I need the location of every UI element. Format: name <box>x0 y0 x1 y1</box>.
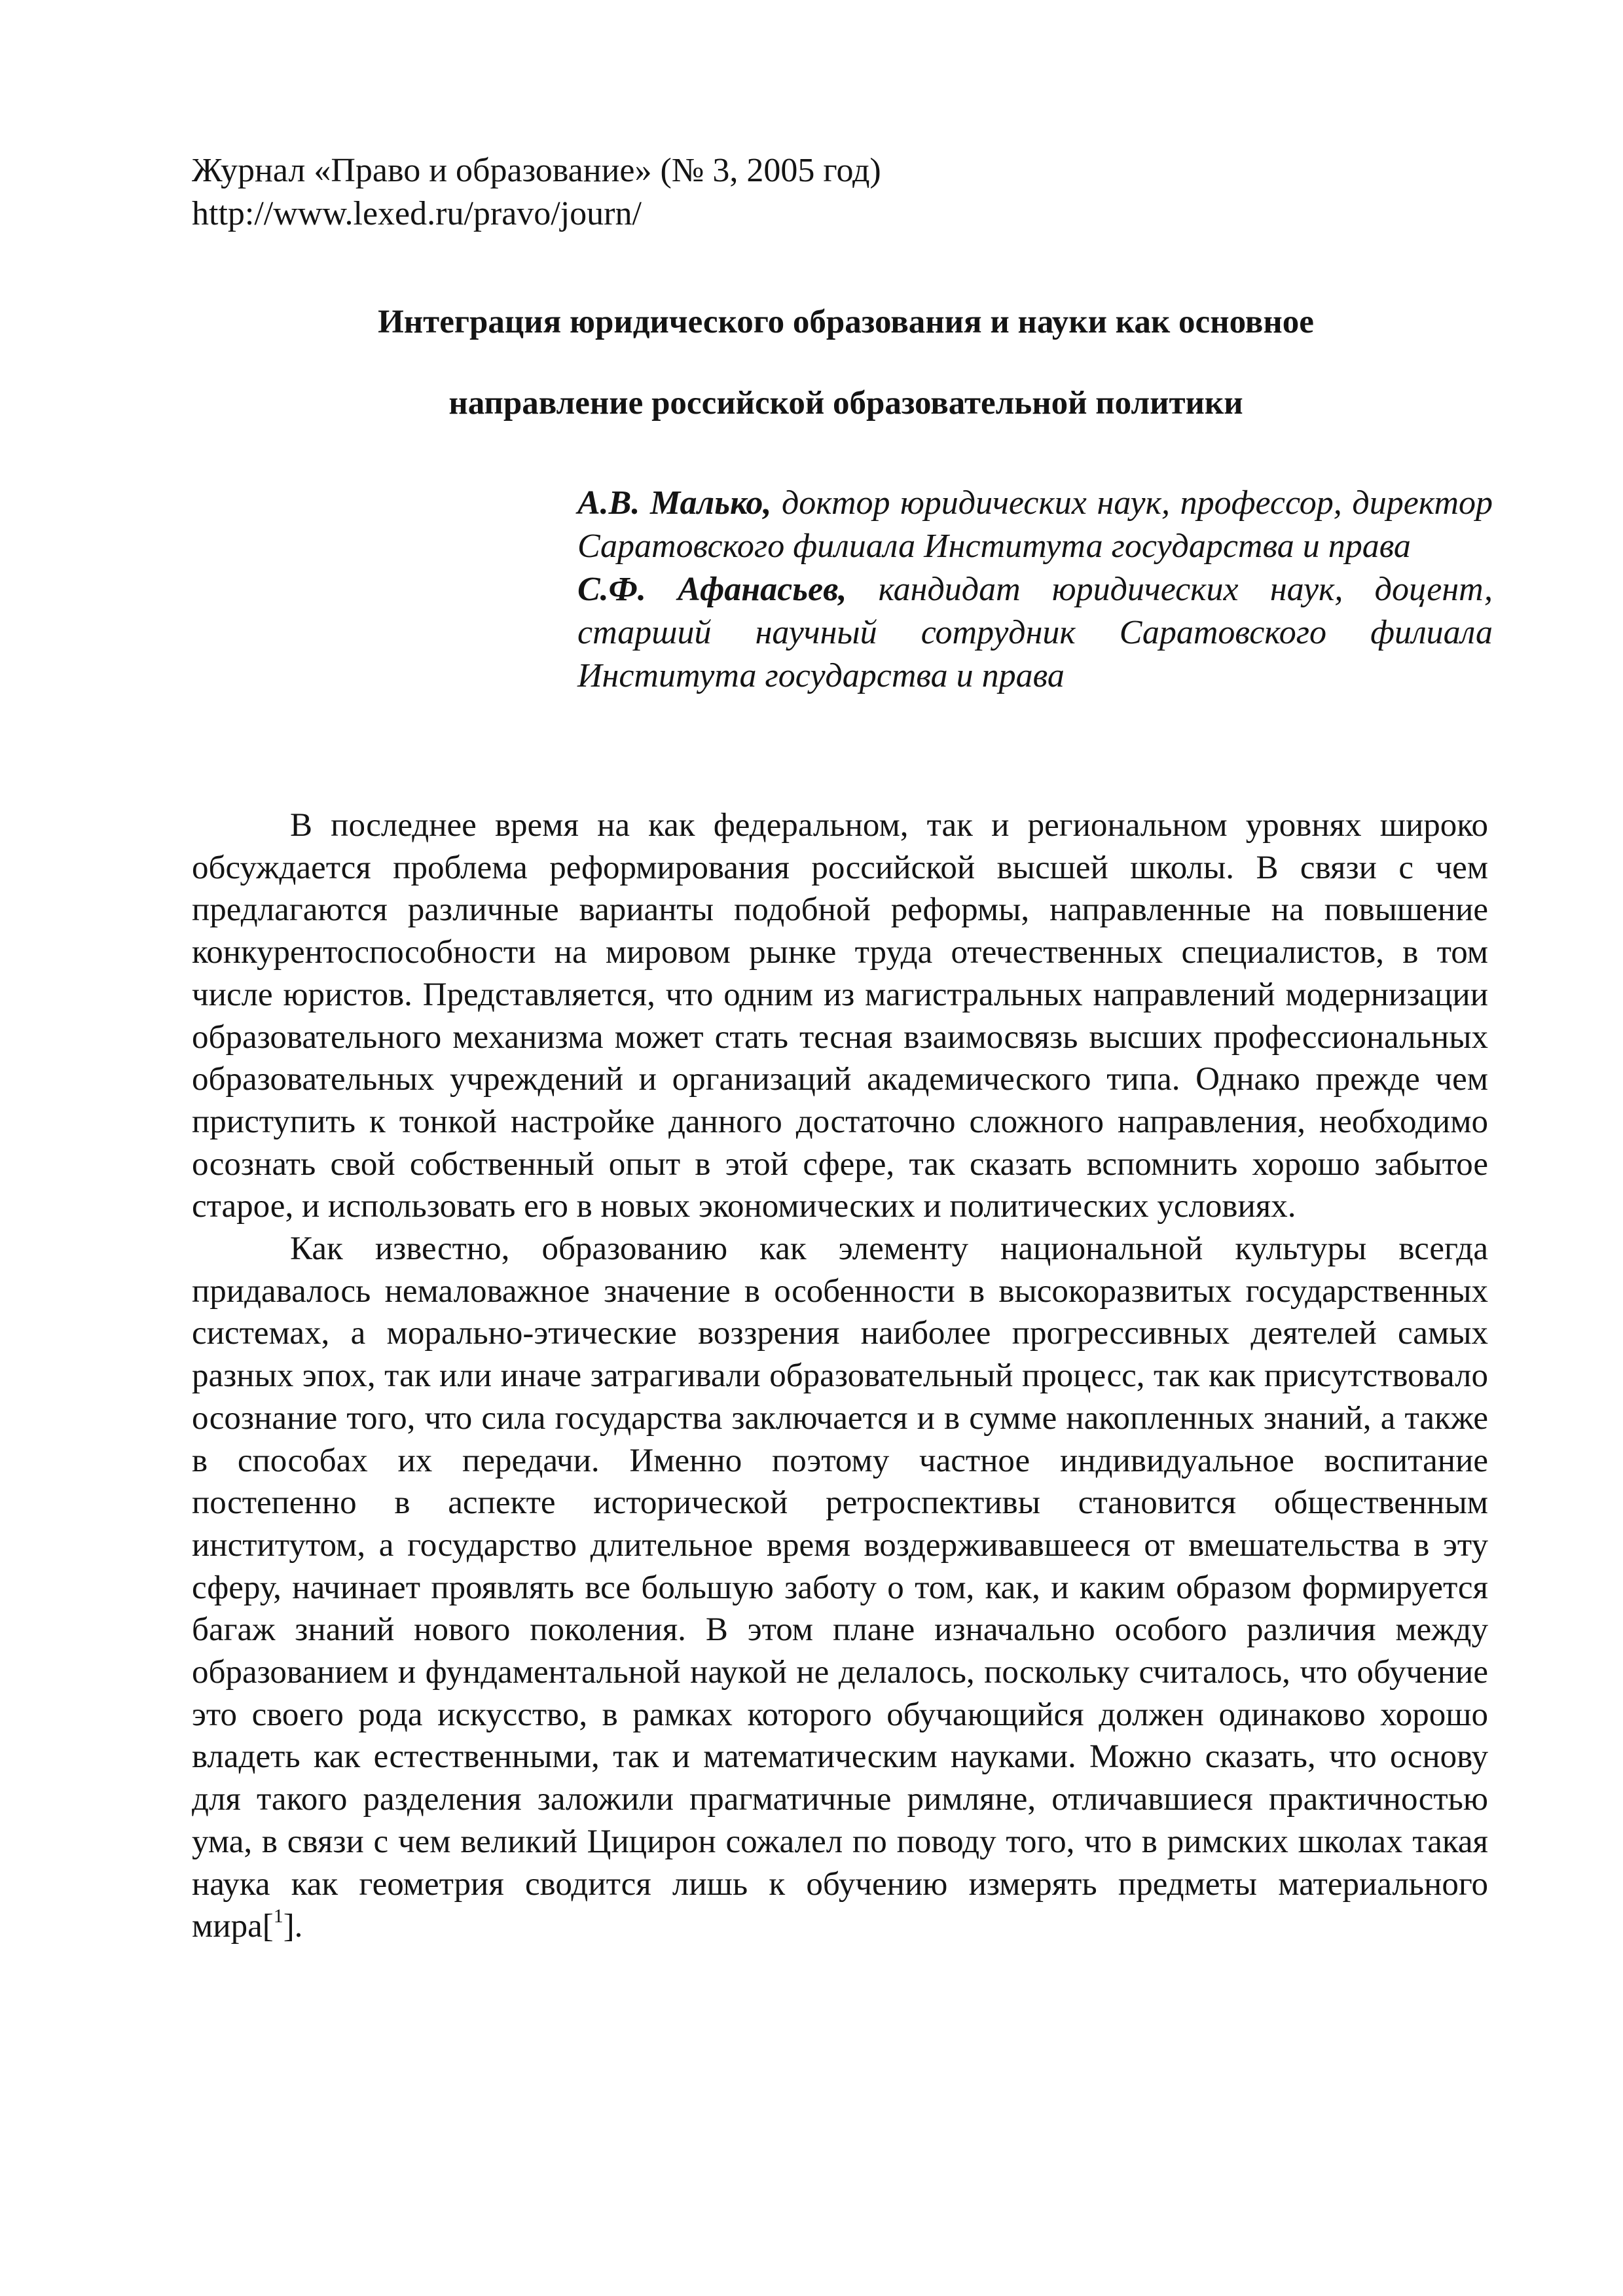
author-1-description: доктор юридических наук, профессор, директор Саратовского филиала Института государства и права <box>577 484 1493 565</box>
article-title <box>192 281 1500 444</box>
author-2-name: С.Ф. Афанасьев, <box>577 571 847 608</box>
article-title-line-2: направление российской образовательной политики <box>448 385 1243 422</box>
body-paragraph-2-end: ]. <box>283 1908 303 1945</box>
body-paragraph-2-text: Как известно, образованию как элементу национальной культуры всегда придавалось немаловажное значение в особенности в высокоразвитых государственных системах, а морально-этические воззрения наиболее прогрессивных деятелей самых разных эпох, так или иначе затрагивали образовательный процесс, так как присутствовало осознание того, что сила государства заключается и в сумме накопленных знаний, а также в способах их передачи. Именно поэтому частное индивидуальное воспитание постепенно в аспекте исторической ретроспективы становится общественным институтом, а государство длительное время воздерживавшееся от вмешательства в эту сферу, начинает проявлять все большую заботу о том, как, и каким образом формируется багаж знаний нового поколения. В этом плане изначально особого различия между образованием и фундаментальной наукой не делалось, поскольку считалось, что обучение это своего рода искусство, в рамках которого обучающийся должен одинаково хорошо владеть как естественными, так и математическим науками. Можно сказать, что основу для такого разделения заложили прагматичные римляне, отличавшиеся практичностью ума, в связи с чем великий Цицирон сожалел по поводу того, что в римских школах такая наука как геометрия сводится лишь к обучению измерять предметы материального мира[ <box>192 1230 1488 1945</box>
body-paragraph-1: В последнее время на как федеральном, так и региональном уровнях широко обсуждается проблема реформирования российской высшей школы. В связи с чем предлагаются различные варианты подобной реформы, направленные на повышение конкурентоспособности на мировом рынке труда отечественных специалистов, в том числе юристов. Представляется, что одним из магистральных направлений модернизации образовательного механизма может стать тесная взаимосвязь высших профессиональных образовательных учреждений и организаций академического типа. Однако прежде чем приступить к тонкой настройке данного достаточно сложного направления, необходимо осознать свой собственный опыт в этой сфере, так сказать вспомнить хорошо забытое старое, и использовать его в новых экономических и политических условиях. <box>192 807 1488 1225</box>
article-title-line-1: Интеграция юридического образования и науки как основное <box>378 304 1314 340</box>
author-1-name: А.В. Малько, <box>577 484 772 522</box>
author-2-description: кандидат юридических наук, доцент, старший научный сотрудник Саратовского филиала Института государства и права <box>577 571 1493 694</box>
author-2 <box>577 568 1493 698</box>
journal-url: http://www.lexed.ru/pravo/journ/ <box>192 195 642 232</box>
footnote-reference[interactable]: 1 <box>273 1905 283 1928</box>
journal-title: Журнал «Право и образование» (№ 3, 2005 год) <box>192 152 881 189</box>
author-1 <box>577 482 1493 568</box>
author-block <box>577 482 1493 698</box>
body-paragraph-2 <box>192 1228 1488 1948</box>
article-body <box>192 804 1488 1948</box>
journal-header <box>192 149 881 236</box>
